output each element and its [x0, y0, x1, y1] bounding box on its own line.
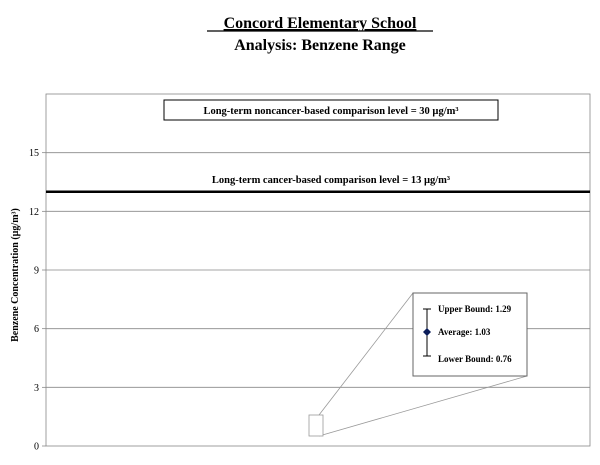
chart-subtitle: Analysis: Benzene Range: [234, 37, 406, 54]
y-tick-label: 3: [34, 382, 39, 394]
inset-lower-bound-label: Lower Bound: 0.76: [438, 354, 512, 364]
zoom-source-box: [309, 415, 323, 436]
y-tick-label: 9: [34, 265, 39, 277]
plot-area: [29, 94, 590, 453]
noncancer-comparison-box: [164, 100, 498, 120]
y-axis-label: Benzene Concentration (µg/m³): [10, 208, 21, 342]
y-axis-ticks: [29, 148, 46, 452]
cancer-comparison-label: Long-term cancer-based comparison level = 13 µg/m³: [211, 174, 451, 186]
chart-title: Concord Elementary School: [223, 15, 417, 32]
y-tick-label: 15: [29, 148, 39, 160]
inset-upper-bound-label: Upper Bound: 1.29: [438, 304, 512, 314]
inset-average-label: Average: 1.03: [438, 327, 491, 337]
y-tick-label: 6: [34, 324, 39, 336]
y-tick-label: 0: [34, 441, 39, 453]
y-tick-label: 12: [29, 206, 39, 218]
noncancer-comparison-label: Long-term noncancer-based comparison level = 30 µg/m³: [203, 106, 459, 117]
